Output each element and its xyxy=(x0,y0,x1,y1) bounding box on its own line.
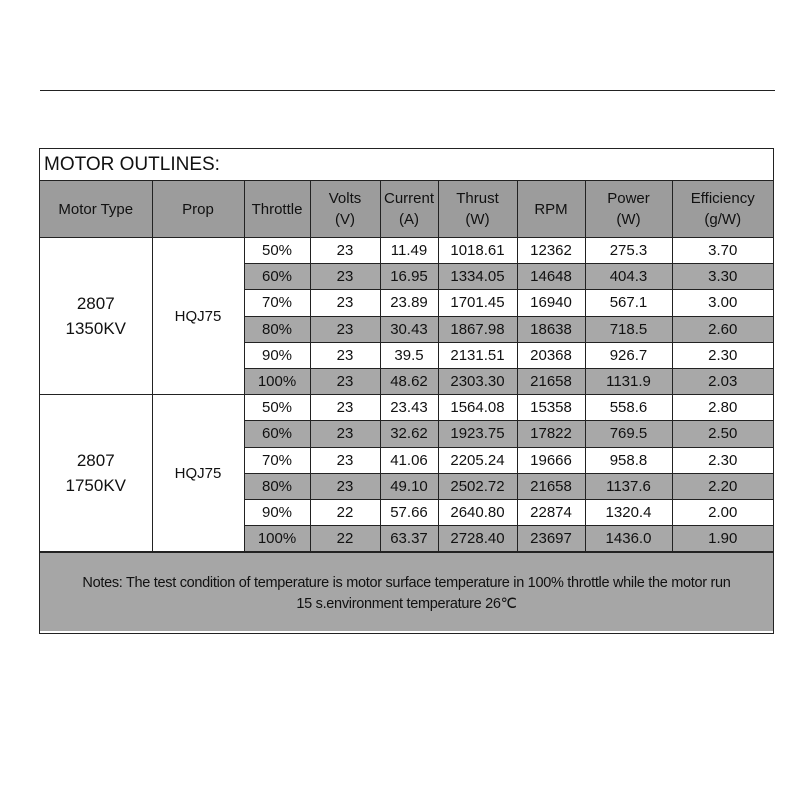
efficiency-cell: 2.80 xyxy=(672,395,773,421)
throttle-cell: 70% xyxy=(244,290,310,316)
motor-data-table xyxy=(40,181,773,552)
efficiency-cell: 2.60 xyxy=(672,316,773,342)
throttle-cell: 50% xyxy=(244,395,310,421)
power-cell: 769.5 xyxy=(585,421,672,447)
efficiency-cell: 2.03 xyxy=(672,368,773,394)
throttle-cell: 70% xyxy=(244,447,310,473)
rpm-cell: 20368 xyxy=(517,342,585,368)
header-efficiency: Efficiency (g/W) xyxy=(672,181,773,238)
power-cell: 1320.4 xyxy=(585,499,672,525)
efficiency-cell: 3.00 xyxy=(672,290,773,316)
motor-model: 2807 xyxy=(76,451,115,471)
volts-cell: 23 xyxy=(310,368,380,394)
thrust-cell: 2728.40 xyxy=(438,526,517,552)
current-cell: 49.10 xyxy=(380,473,438,499)
efficiency-cell: 2.50 xyxy=(672,421,773,447)
volts-cell: 23 xyxy=(310,238,380,264)
prop-cell: HQJ75 xyxy=(152,395,244,552)
volts-cell: 22 xyxy=(310,499,380,525)
current-cell: 39.5 xyxy=(380,342,438,368)
header-throttle: Throttle xyxy=(244,181,310,238)
rpm-cell: 19666 xyxy=(517,447,585,473)
top-divider xyxy=(40,90,775,91)
current-cell: 63.37 xyxy=(380,526,438,552)
power-cell: 1436.0 xyxy=(585,526,672,552)
thrust-cell: 1334.05 xyxy=(438,264,517,290)
throttle-cell: 80% xyxy=(244,473,310,499)
efficiency-cell: 3.30 xyxy=(672,264,773,290)
motor-type-cell xyxy=(40,395,152,552)
throttle-cell: 60% xyxy=(244,264,310,290)
volts-cell: 23 xyxy=(310,473,380,499)
throttle-cell: 100% xyxy=(244,526,310,552)
thrust-cell: 1018.61 xyxy=(438,238,517,264)
power-cell: 404.3 xyxy=(585,264,672,290)
rpm-cell: 18638 xyxy=(517,316,585,342)
efficiency-cell: 2.00 xyxy=(672,499,773,525)
motor-spec-sheet xyxy=(39,148,774,634)
header-volts: Volts (V) xyxy=(310,181,380,238)
volts-cell: 23 xyxy=(310,342,380,368)
current-cell: 41.06 xyxy=(380,447,438,473)
volts-cell: 23 xyxy=(310,264,380,290)
thrust-cell: 1923.75 xyxy=(438,421,517,447)
current-cell: 48.62 xyxy=(380,368,438,394)
header-thrust: Thrust (W) xyxy=(438,181,517,238)
throttle-cell: 90% xyxy=(244,342,310,368)
thrust-cell: 2303.30 xyxy=(438,368,517,394)
current-cell: 57.66 xyxy=(380,499,438,525)
current-cell: 23.43 xyxy=(380,395,438,421)
rpm-cell: 14648 xyxy=(517,264,585,290)
notes-line-1: Notes: The test condition of temperature is motor surface temperature in 100% throttle while the motor run xyxy=(82,575,731,592)
rpm-cell: 21658 xyxy=(517,368,585,394)
header-row xyxy=(40,181,773,238)
current-cell: 30.43 xyxy=(380,316,438,342)
rpm-cell: 22874 xyxy=(517,499,585,525)
volts-cell: 23 xyxy=(310,290,380,316)
throttle-cell: 50% xyxy=(244,238,310,264)
motor-type-cell xyxy=(40,238,152,395)
header-motor-type: Motor Type xyxy=(40,181,152,238)
power-cell: 926.7 xyxy=(585,342,672,368)
efficiency-cell: 2.30 xyxy=(672,447,773,473)
throttle-cell: 100% xyxy=(244,368,310,394)
throttle-cell: 60% xyxy=(244,421,310,447)
throttle-cell: 90% xyxy=(244,499,310,525)
header-prop: Prop xyxy=(152,181,244,238)
rpm-cell: 16940 xyxy=(517,290,585,316)
current-cell: 11.49 xyxy=(380,238,438,264)
header-current: Current (A) xyxy=(380,181,438,238)
efficiency-cell: 3.70 xyxy=(672,238,773,264)
thrust-cell: 2205.24 xyxy=(438,447,517,473)
efficiency-cell: 1.90 xyxy=(672,526,773,552)
volts-cell: 23 xyxy=(310,421,380,447)
rpm-cell: 23697 xyxy=(517,526,585,552)
sheet-title: MOTOR OUTLINES: xyxy=(40,149,773,181)
table-row xyxy=(40,238,773,264)
header-rpm: RPM xyxy=(517,181,585,238)
power-cell: 567.1 xyxy=(585,290,672,316)
motor-kv: 1350KV xyxy=(65,319,126,339)
power-cell: 275.3 xyxy=(585,238,672,264)
volts-cell: 23 xyxy=(310,316,380,342)
notes-footer xyxy=(40,552,773,631)
rpm-cell: 15358 xyxy=(517,395,585,421)
thrust-cell: 2502.72 xyxy=(438,473,517,499)
motor-model: 2807 xyxy=(76,294,115,314)
rpm-cell: 21658 xyxy=(517,473,585,499)
thrust-cell: 1867.98 xyxy=(438,316,517,342)
rpm-cell: 12362 xyxy=(517,238,585,264)
current-cell: 32.62 xyxy=(380,421,438,447)
power-cell: 558.6 xyxy=(585,395,672,421)
power-cell: 1137.6 xyxy=(585,473,672,499)
motor-kv: 1750KV xyxy=(65,476,126,496)
power-cell: 958.8 xyxy=(585,447,672,473)
power-cell: 1131.9 xyxy=(585,368,672,394)
efficiency-cell: 2.20 xyxy=(672,473,773,499)
thrust-cell: 2131.51 xyxy=(438,342,517,368)
volts-cell: 23 xyxy=(310,447,380,473)
current-cell: 16.95 xyxy=(380,264,438,290)
table-body xyxy=(40,238,773,552)
current-cell: 23.89 xyxy=(380,290,438,316)
volts-cell: 22 xyxy=(310,526,380,552)
power-cell: 718.5 xyxy=(585,316,672,342)
thrust-cell: 1701.45 xyxy=(438,290,517,316)
header-power: Power (W) xyxy=(585,181,672,238)
throttle-cell: 80% xyxy=(244,316,310,342)
rpm-cell: 17822 xyxy=(517,421,585,447)
thrust-cell: 2640.80 xyxy=(438,499,517,525)
thrust-cell: 1564.08 xyxy=(438,395,517,421)
prop-cell: HQJ75 xyxy=(152,238,244,395)
efficiency-cell: 2.30 xyxy=(672,342,773,368)
table-row xyxy=(40,395,773,421)
volts-cell: 23 xyxy=(310,395,380,421)
notes-line-2: 15 s.environment temperature 26℃ xyxy=(296,596,517,613)
